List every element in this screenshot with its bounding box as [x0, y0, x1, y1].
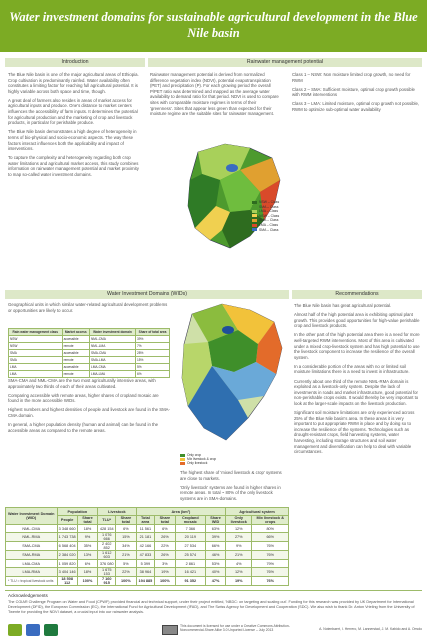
- legend-item: LMA – Class: [252, 209, 279, 214]
- rwm-heading: Rainwater management potential: [148, 58, 422, 67]
- intro-heading: Introduction: [5, 58, 145, 67]
- cgiar-logo: [8, 624, 22, 636]
- title-banner: [0, 0, 427, 52]
- cpwf-logo: [26, 624, 40, 636]
- class-item: Class 2 – SMA: Sufficient moisture, optimal crop growth possible with RWM interventions: [292, 86, 415, 98]
- table-row: SMA accessible SMA-CMA 28%: [9, 350, 170, 357]
- intro-paragraph: The Blue Nile basin is one of the major agricultural areas of Ethiopia. Crop cultivation is predominantly rainfed. Water availability often constitutes a limiting factor for reaching full agricultural potential. It is highly variable across both space and time, though.: [8, 72, 139, 94]
- legend-item: Only crop: [180, 453, 216, 457]
- rainwater-potential-map: [180, 140, 290, 252]
- table-row: LMA-RMA 3 404 146 18% 1 675 153 22% 38 964 19% 16 421 40% 12% 76%: [6, 568, 289, 577]
- wid-paragraph: In general, a higher population density (human and animal) can be found in the accessible areas as compared to the remote areas.: [8, 422, 159, 433]
- recs-paragraph: In a considerable portion of the areas with no or limited soil moisture limitations there is a need to invest in infrastructure.: [294, 363, 410, 375]
- recs-heading: Recommendations: [292, 290, 422, 299]
- table-header: Rain water management class: [9, 329, 63, 336]
- map-legend: [252, 200, 279, 232]
- authors-text: A. Notenbaert, I. Herrero, M. Lannerstad, J. M. Kabido and A. Omolo: [319, 627, 422, 631]
- legend-item: SMA – Class: [252, 228, 279, 233]
- recs-paragraph: The Blue Nile basin has great agricultural potential.: [294, 303, 392, 308]
- legend-item: NSW – Class: [252, 214, 279, 219]
- table-row: SMA-RMA 2 384 020 13% 1 612 603 21% 47 833 26% 25 574 46% 21% 76%: [6, 551, 289, 560]
- table-header: Water Investment Domain (WID): [6, 508, 58, 525]
- intro-paragraph: The Blue Nile basin demonstrates a high degree of heterogeneity in terms of bio-physical and socio-economic aspects. The way these factors interact influences both the applicability and impact of interventions.: [8, 129, 137, 152]
- legend-item: LMA – Class: [252, 223, 279, 228]
- rwm-classes: [292, 72, 422, 116]
- wid-paragraph: SMA-CMA and NML-CMA are the two most agriculturally intensive areas, with approximately two thirds of each of their areas cultivated.: [8, 378, 156, 389]
- license-text: This document is licensed for use under a Creative Commons Attribution-Noncommercial-Share Alike 3.0 Unported License – July 2013: [180, 624, 290, 632]
- intro-paragraph: To capture the complexity and heterogeneity regarding both crop water limitations and agricultural market access, this study combines information on rainwater management potential and market proximity to map so-called water investment domains.: [8, 155, 139, 177]
- ack-heading: Acknowledgements: [8, 593, 48, 598]
- ack-text: The CGIAR Challenge Program on Water and Food (CPWF) provided financial and technical support, under their project entitled, 'NBDC: on targeting and scaling out'. Funding for this research was provided by UK Department for International Development (DFID), the European Commission (EC), the International Fund for Agricultural Development (IFAD), and The Swiss Agency for Development and Cooperation (SDC). We also wish to thank Dr. Anton Vrieling from the University of Twente for providing the NDVI dataset, a crucial input into our rainwater analysis.: [8, 600, 415, 614]
- table-row: LMA remote LMA-LMA 6%: [9, 371, 170, 378]
- ilri-logo: [44, 624, 58, 636]
- legend-item: Only livestock: [180, 461, 216, 465]
- wid-heading: Water Investment Domains (WIDs): [5, 290, 289, 299]
- table-header: Water investment domain: [89, 329, 135, 336]
- wid-statistics-table: Water Investment Domain (WID) Population Livestock Area (km²) Agricultural system People Share total TLU* Share total Total area Share total Cropland mosaic Share WID Only livestock Mix livestock & crops NML-CMA 3 348 660 18% 428 154 6% 11 561 6% 7 366 63% 12% 80% NML-RMA 1 743 738 9% 1 076 666 15% 21 181 26% 20 119 39% 27% 66% SMA-CMA 6 568 404 35% 2 402 852 34% 42 166 22% 27 534 66% 9% 76% SMA-RMA 2 384 020 13% 1 612 603 21% 47 833 26% 25 574 46% 21% 76% LMA-CMA 1 059 820 6% 376 080 5% 5 399 3% 2 861 53% 4% 79% LMA-RMA 3 404 146 18% 1 675 153 22% 38 964 19% 16 421 40% 12% 76% 18 508 112 100% 7 160 915 100% 194 885 100% 91 352 47% 19% 76%: [5, 507, 289, 586]
- legend-item: NSW – Class: [252, 200, 279, 205]
- recs-paragraph: Significant soil moisture limitations are only experienced across 25% of the Blue Nile basin's area. In these areas it is very important to put appropriate RWM in place and by doing so to increase the resilience of the systems. Technologies such as drought-resistant crops, field harvesting systems, water harvesting, including storage structures and soil water management and diversification can help to deal with variable circumstances.: [294, 410, 415, 455]
- table-header: Market access: [62, 329, 89, 336]
- intro-text: [8, 72, 142, 181]
- table-group-header: Livestock: [98, 508, 136, 516]
- recs-paragraph: Almost half of the high potential area is exhibiting optimal plant growth. This provides good opportunities for high-value perishable crop and livestock products.: [294, 312, 420, 329]
- table-row: SMA-CMA 6 568 404 35% 2 402 852 34% 42 166 22% 27 534 66% 9% 76%: [6, 542, 289, 551]
- table-row: NSW remote NML-LMA 7%: [9, 343, 170, 350]
- legend-item: SMA – Class: [252, 205, 279, 210]
- legend-item: Mix livestock & crop: [180, 457, 216, 461]
- creative-commons-icon: [162, 625, 178, 635]
- table-header: Share of total area: [135, 329, 169, 336]
- wid-text: [8, 378, 170, 437]
- wid-figure-caption: [180, 470, 288, 505]
- table-group-header: Population: [57, 508, 98, 516]
- wid-paragraph: Comparing accessible with remote areas, higher shares of cropland mosaic are found in the more accessible WIDs.: [8, 392, 159, 404]
- system-legend: [180, 453, 216, 466]
- wid-classification-table: [8, 328, 170, 378]
- recs-text: [294, 303, 421, 458]
- class-item: Class 1 – NSW: Non moisture limited crop growth, no need for RWM: [292, 72, 411, 83]
- rwm-text: Rainwater management potential is derived from normalized difference vegetation index (NDVI), potential evapotranspiration (PET) and precipitation (P). For each growing period the overall P/PET ratio was determined and mapped as the average water availability to demand ratio for that period. NDVI is used to compare sites with comparable moisture regimes in terms of their 'greenness'. Sites that appear less green than expected for their moisture regime are the suitable sites for rainwater management.: [150, 72, 279, 117]
- table-row: LMA accessible LMA-CMA 5%: [9, 364, 170, 371]
- intro-paragraph: A great deal of farmers also resides in areas of market access for agricultural inputs and produce. One's distance to market centers influences the accessibility of farm inputs. It determines the potential for agricultural production and the marketing of crop and livestock products, in particular for perishable produce.: [8, 97, 138, 126]
- table-row: LMA-CMA 1 059 820 6% 376 080 5% 5 399 3% 2 861 53% 4% 79%: [6, 560, 289, 568]
- wid-intro: Geographical units in which similar water-related agricultural development problems or opportunities are likely to occur.: [8, 302, 168, 313]
- table-group-header: Agricultural system: [226, 508, 289, 516]
- table-row: NML-RMA 1 743 738 9% 1 076 666 15% 21 181 26% 20 119 39% 27% 66%: [6, 533, 289, 542]
- table-row: SMA remote SMA-LMA 15%: [9, 357, 170, 364]
- table-row: NML-CMA 3 348 660 18% 428 154 6% 11 561 6% 7 366 63% 12% 80%: [6, 525, 289, 533]
- legend-item: SMA – Class: [252, 218, 279, 223]
- recs-paragraph: Currently about one third of the remote NML-RMA domain is exploited as a livestock-only system. Despite the lack of investments in roads and market infrastructure, good potential for non-perishable crops exists. It would thereby be very important to look at the larger-scale impacts on the livestock production.: [294, 378, 419, 406]
- wid-map: [178, 300, 286, 450]
- caption-paragraph: The highest share of 'mixed livestock & crop' systems are close to markets.: [180, 470, 282, 481]
- table-total-row: 18 508 112 100% 7 160 915 100% 194 885 100% 91 352 47% 19% 76%: [6, 577, 289, 586]
- poster-title: Water investment domains for sustainable agricultural development in the Blue Nile basin: [9, 10, 418, 40]
- class-item: Class 3 – LMA: Limited moisture, optimal crop growth not possible, RWM to optimize sub-optimal water availability: [292, 101, 420, 112]
- table-footnote: * TLU = tropical livestock units: [8, 579, 54, 583]
- table-group-header: Area (km²): [136, 508, 225, 516]
- table-row: NSW accessible NML-CMA 39%: [9, 336, 170, 343]
- recs-paragraph: In the other part of the high potential area there is a need for more well-targeted RWM interventions. Most of this area is cultivated under a mixed crop-livestock system and has high potential to use the livestock component to increase the resilience of the overall system.: [294, 332, 420, 360]
- caption-paragraph: 'Only livestock' systems are found in higher shares in remote areas. In total ~ 80% of the only livestock systems are in SMA-domains.: [180, 484, 281, 501]
- divider: [5, 590, 422, 591]
- wid-paragraph: Highest numbers and highest densities of people and livestock are found in the SMA-CMA domain.: [8, 407, 170, 418]
